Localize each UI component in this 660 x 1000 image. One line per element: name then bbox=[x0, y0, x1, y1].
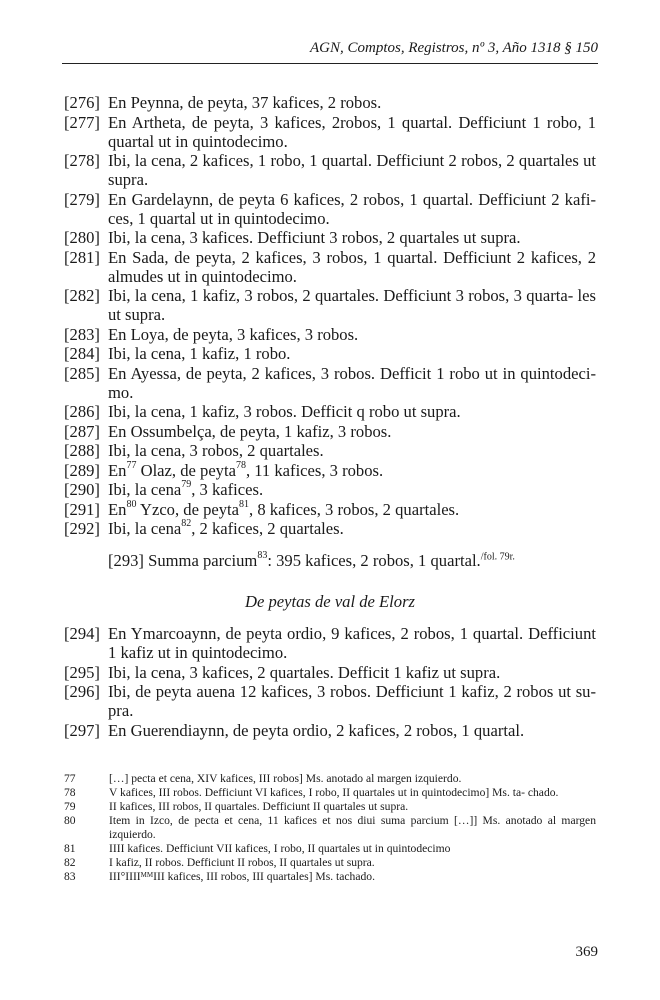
entry-number: [278] bbox=[64, 151, 100, 170]
entry-text: Ibi, la cena, 1 kafiz, 1 robo. bbox=[108, 344, 291, 363]
entry bbox=[64, 286, 596, 324]
footnote-ref[interactable]: 80 bbox=[126, 498, 137, 510]
entry-text: Olaz, de peyta bbox=[136, 460, 236, 480]
entry-text: Ibi, la cena, 3 kafices. Defficiunt 3 robos, 2 quartales ut supra. bbox=[108, 228, 521, 247]
entry bbox=[64, 480, 596, 499]
entry-number: [291] bbox=[64, 499, 100, 519]
entry bbox=[64, 190, 596, 228]
entry bbox=[64, 228, 596, 247]
entry-number: [296] bbox=[64, 682, 100, 701]
entry-text: , 3 kafices. bbox=[191, 480, 264, 499]
entry-number: [280] bbox=[64, 228, 100, 247]
summa-text: : 395 kafices, 2 robos, 1 quartal. bbox=[267, 551, 481, 570]
summa-text: Summa parcium bbox=[148, 551, 258, 570]
entry-number: [295] bbox=[64, 662, 100, 682]
footnote-ref[interactable]: 82 bbox=[181, 518, 192, 530]
footnote bbox=[64, 856, 596, 870]
page-number: 369 bbox=[575, 944, 598, 960]
running-head: AGN, Comptos, Registros, nº 3, Año 1318 § 150 bbox=[310, 40, 598, 56]
entry bbox=[64, 422, 596, 441]
footnote bbox=[64, 842, 596, 856]
entry bbox=[64, 364, 596, 402]
entry-number: [286] bbox=[64, 402, 100, 421]
entry-number: [284] bbox=[64, 344, 100, 363]
entry-number: [293] bbox=[108, 551, 144, 570]
entry-text: Ibi, la cena bbox=[108, 519, 182, 538]
footnote-number: 80 bbox=[64, 814, 76, 827]
entry-text: , 2 kafices, 2 quartales. bbox=[191, 519, 344, 538]
footnote-number: 82 bbox=[64, 855, 76, 869]
entry-text: En bbox=[108, 460, 127, 480]
footnote-ref[interactable]: 81 bbox=[239, 498, 250, 510]
footnote bbox=[64, 814, 596, 841]
footnote-number: 83 bbox=[64, 869, 76, 883]
entry-text: Ibi, la cena, 3 robos, 2 quartales. bbox=[108, 441, 324, 460]
footnote bbox=[64, 772, 596, 786]
footnote-text: Item in Izco, de pecta et cena, 11 kafices et nos diui suma parcium […]] Ms. anotado al margen izquierdo. bbox=[109, 814, 596, 841]
entry bbox=[64, 344, 596, 363]
entry bbox=[64, 441, 596, 460]
entry bbox=[64, 93, 596, 112]
entry-text: En Ossumbelça, de peyta, 1 kafiz, 3 robos. bbox=[108, 421, 392, 441]
entry-number: [289] bbox=[64, 460, 100, 480]
entry bbox=[64, 500, 596, 519]
entry-number: [279] bbox=[64, 189, 100, 209]
entry-text: En Ayessa, de peyta, 2 kafices, 3 robos. Defficit 1 robo ut in quintodeci- mo. bbox=[108, 363, 596, 402]
entry-text: En Guerendiaynn, de peyta ordio, 2 kafices, 2 robos, 1 quartal. bbox=[108, 720, 525, 740]
entry-text: , 11 kafices, 3 robos. bbox=[245, 460, 384, 480]
footnotes bbox=[64, 772, 596, 884]
footnote-text: […] pecta et cena, XIV kafices, III robos] Ms. anotado al margen izquierdo. bbox=[109, 772, 462, 785]
entry bbox=[64, 461, 596, 480]
footnote-text: IIII kafices. Defficiunt VII kafices, I robo, II quartales ut in quintodecimo bbox=[109, 841, 451, 855]
footnote-number: 78 bbox=[64, 786, 76, 799]
entry bbox=[64, 721, 596, 740]
entry bbox=[64, 519, 596, 538]
entry bbox=[64, 402, 596, 421]
entry-number: [282] bbox=[64, 286, 100, 305]
entry-text: En Artheta, de peyta, 3 kafices, 2robos, 1 quartal. Defficiunt 1 robo, 1 quartal ut in quintodecimo. bbox=[108, 112, 596, 151]
entry-text: Ibi, de peyta auena 12 kafices, 3 robos. Defficiunt 1 kafiz, 2 robos ut su- pra. bbox=[108, 682, 596, 720]
entry-text: Ibi, la cena bbox=[108, 480, 182, 499]
entry-text: Ibi, la cena, 3 kafices, 2 quartales. Defficit 1 kafiz ut supra. bbox=[108, 662, 501, 682]
entry-text: En Ymarcoaynn, de peyta ordio, 9 kafices, 2 robos, 1 quartal. Defficiunt 1 kafiz ut in quintodecimo. bbox=[108, 624, 596, 662]
entry-number: [290] bbox=[64, 480, 100, 499]
footnote-number: 77 bbox=[64, 772, 76, 785]
entry-number: [294] bbox=[64, 624, 100, 643]
entry-number: [288] bbox=[64, 441, 100, 460]
entry-text: En bbox=[108, 499, 127, 519]
entry-number: [277] bbox=[64, 112, 100, 132]
entries-list bbox=[64, 93, 596, 539]
entry-text: Ibi, la cena, 1 kafiz, 3 robos, 2 quartales. Defficiunt 3 robos, 3 quarta- les ut supra. bbox=[108, 286, 596, 324]
footnote-number: 79 bbox=[64, 800, 76, 813]
footnote-ref[interactable]: 78 bbox=[235, 459, 246, 471]
footnote-number: 81 bbox=[64, 841, 76, 855]
entry-number: [281] bbox=[64, 247, 100, 267]
footnote-ref[interactable]: 79 bbox=[181, 479, 192, 491]
footnote-ref[interactable]: 77 bbox=[126, 459, 137, 471]
header-rule bbox=[62, 63, 598, 64]
entry-number: [297] bbox=[64, 720, 100, 740]
entry-text: En Gardelaynn, de peyta 6 kafices, 2 robos, 1 quartal. Defficiunt 2 kafi- ces, 1 quartal ut in quintodecimo. bbox=[108, 189, 596, 228]
summa-line bbox=[108, 551, 608, 570]
entry-text: En Loya, de peyta, 3 kafices, 3 robos. bbox=[108, 324, 359, 344]
footnote-text: I kafiz, II robos. Defficiunt II robos, II quartales ut supra. bbox=[109, 855, 375, 869]
entry bbox=[64, 151, 596, 189]
entry-text: En Peynna, de peyta, 37 kafices, 2 robos. bbox=[108, 93, 382, 112]
footnote bbox=[64, 870, 596, 884]
entry bbox=[64, 663, 596, 682]
footnote-text: II kafices, III robos, II quartales. Defficiunt II quartales ut supra. bbox=[109, 800, 409, 813]
section-title: De peytas de val de Elorz bbox=[244, 592, 416, 611]
entry-text: En Sada, de peyta, 2 kafices, 3 robos, 1 quartal. Defficiunt 2 kafices, 2 almudes ut in quintodecimo. bbox=[108, 247, 596, 286]
entry-number: [292] bbox=[64, 519, 100, 538]
entry-text: Ibi, la cena, 1 kafiz, 3 robos. Defficit q robo ut supra. bbox=[108, 402, 461, 421]
entry bbox=[64, 325, 596, 344]
entry bbox=[64, 682, 596, 720]
entry-text: Yzco, de peyta bbox=[136, 499, 240, 519]
entry bbox=[64, 113, 596, 151]
entry bbox=[64, 624, 596, 662]
entry-text: , 8 kafices, 3 robos, 2 quartales. bbox=[249, 499, 460, 519]
footnote-text: III°IIIIᴹᴹIII kafices, III robos, III quartales] Ms. tachado. bbox=[109, 869, 375, 883]
entry-number: [276] bbox=[64, 93, 100, 112]
entry-number: [287] bbox=[64, 421, 100, 441]
entry-number: [285] bbox=[64, 363, 100, 383]
footnote-text: V kafices, III robos. Defficiunt VI kafices, I robo, II quartales ut in quintodecimo] Ms. ta- chado. bbox=[109, 786, 559, 799]
footnote bbox=[64, 786, 596, 800]
entry bbox=[64, 248, 596, 286]
footnote bbox=[64, 800, 596, 814]
footnote-ref[interactable]: 83 bbox=[257, 550, 268, 562]
entry-number: [283] bbox=[64, 324, 100, 344]
entries-list-elorz bbox=[64, 624, 596, 740]
folio-mark: /fol. 79r. bbox=[480, 551, 515, 563]
entry-text: Ibi, la cena, 2 kafices, 1 robo, 1 quartal. Defficiunt 2 robos, 2 quartales ut supra. bbox=[108, 151, 596, 189]
